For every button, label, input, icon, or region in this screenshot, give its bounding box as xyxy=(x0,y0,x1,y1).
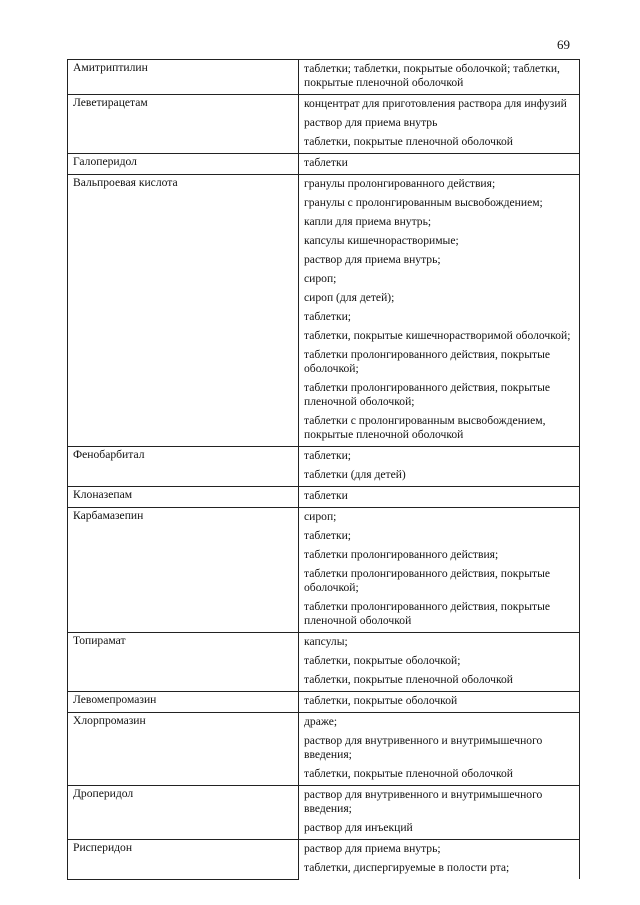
dosage-form: раствор для инъекций xyxy=(304,821,413,834)
dosage-form: таблетки xyxy=(304,156,348,169)
dosage-form: сироп; xyxy=(304,272,337,285)
dosage-forms-cell xyxy=(299,154,580,175)
drug-name: Амитриптилин xyxy=(68,60,299,95)
dosage-form: таблетки, диспергируемые в полости рта; xyxy=(304,861,510,874)
drug-forms-table xyxy=(67,59,580,880)
dosage-form: таблетки; таблетки, покрытые оболочкой; таблетки, покрытые пленочной оболочкой xyxy=(304,62,560,89)
dosage-forms-cell xyxy=(299,95,580,154)
table-row xyxy=(68,840,580,880)
dosage-form: раствор для внутривенного и внутримышечного введения; xyxy=(304,788,543,815)
table-row xyxy=(68,713,580,786)
dosage-form: раствор для приема внутрь; xyxy=(304,253,441,266)
table-row xyxy=(68,508,580,633)
dosage-form: таблетки (для детей) xyxy=(304,468,406,481)
dosage-form: таблетки, покрытые пленочной оболочкой xyxy=(304,673,513,686)
dosage-forms-cell xyxy=(299,692,580,713)
drug-name: Топирамат xyxy=(68,633,299,692)
table-row xyxy=(68,786,580,840)
drug-name: Вальпроевая кислота xyxy=(68,175,299,447)
drug-name: Хлорпромазин xyxy=(68,713,299,786)
table-row xyxy=(68,633,580,692)
dosage-form: таблетки пролонгированного действия, покрытые оболочкой; xyxy=(304,567,551,594)
drug-name: Леветирацетам xyxy=(68,95,299,154)
dosage-forms-cell xyxy=(299,786,580,840)
page-number: 69 xyxy=(557,37,570,52)
table-row xyxy=(68,154,580,175)
dosage-form: раствор для приема внутрь xyxy=(304,116,438,129)
dosage-form: таблетки, покрытые оболочкой; xyxy=(304,654,461,667)
dosage-form: концентрат для приготовления раствора для инфузий xyxy=(304,97,567,110)
dosage-form: таблетки пролонгированного действия, покрытые оболочкой; xyxy=(304,348,551,375)
dosage-form: капсулы кишечнорастворимые; xyxy=(304,234,459,247)
dosage-form: таблетки, покрытые кишечнорастворимой оболочкой; xyxy=(304,329,571,342)
dosage-form: таблетки, покрытые оболочкой xyxy=(304,694,458,707)
drug-name: Галоперидол xyxy=(68,154,299,175)
dosage-form: таблетки; xyxy=(304,529,352,542)
dosage-forms-cell xyxy=(299,60,580,95)
table-row xyxy=(68,447,580,487)
table-row xyxy=(68,692,580,713)
dosage-form: капсулы; xyxy=(304,635,348,648)
drug-name: Карбамазепин xyxy=(68,508,299,633)
dosage-form: капли для приема внутрь; xyxy=(304,215,432,228)
dosage-form: сироп (для детей); xyxy=(304,291,395,304)
table-row xyxy=(68,60,580,95)
table-row xyxy=(68,175,580,447)
dosage-forms-cell xyxy=(299,633,580,692)
dosage-forms-cell xyxy=(299,447,580,487)
dosage-forms-cell xyxy=(299,713,580,786)
drug-name: Фенобарбитал xyxy=(68,447,299,487)
dosage-form: таблетки пролонгированного действия; xyxy=(304,548,499,561)
dosage-form: таблетки, покрытые пленочной оболочкой xyxy=(304,767,513,780)
dosage-form: таблетки пролонгированного действия, покрытые пленочной оболочкой xyxy=(304,600,551,627)
drug-name: Левомепромазин xyxy=(68,692,299,713)
drug-name: Клоназепам xyxy=(68,487,299,508)
dosage-form: раствор для внутривенного и внутримышечного введения; xyxy=(304,734,543,761)
table-body xyxy=(68,60,580,880)
dosage-forms-cell xyxy=(299,508,580,633)
dosage-form: сироп; xyxy=(304,510,337,523)
dosage-form: таблетки xyxy=(304,489,348,502)
dosage-form: гранулы пролонгированного действия; xyxy=(304,177,496,190)
dosage-form: таблетки, покрытые пленочной оболочкой xyxy=(304,135,513,148)
dosage-form: таблетки; xyxy=(304,449,352,462)
dosage-form: драже; xyxy=(304,715,338,728)
table-row xyxy=(68,95,580,154)
drug-name: Рисперидон xyxy=(68,840,299,880)
drug-name: Дроперидол xyxy=(68,786,299,840)
dosage-form: таблетки с пролонгированным высвобождением, покрытые пленочной оболочкой xyxy=(304,414,546,441)
dosage-form: гранулы с пролонгированным высвобождением; xyxy=(304,196,543,209)
dosage-forms-cell xyxy=(299,175,580,447)
dosage-forms-cell xyxy=(299,487,580,508)
dosage-form: раствор для приема внутрь; xyxy=(304,842,441,855)
dosage-forms-cell xyxy=(299,840,580,880)
dosage-form: таблетки; xyxy=(304,310,352,323)
table-row xyxy=(68,487,580,508)
dosage-form: таблетки пролонгированного действия, покрытые пленочной оболочкой; xyxy=(304,381,551,408)
